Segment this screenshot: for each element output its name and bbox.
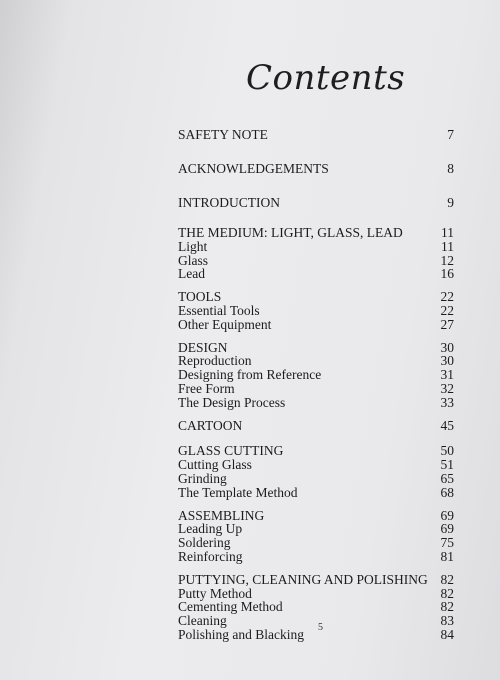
toc-entry-page: 30 xyxy=(440,353,454,369)
toc-section-heading xyxy=(178,226,454,240)
toc-sections xyxy=(178,226,454,642)
toc-subentry xyxy=(178,267,454,281)
toc-entry-page: 11 xyxy=(441,225,454,240)
toc-subentry xyxy=(178,354,454,368)
toc-entry-page: 22 xyxy=(440,302,454,318)
toc-section-heading xyxy=(178,341,454,355)
toc-subentry xyxy=(178,240,454,254)
toc-entry-page: 33 xyxy=(440,394,454,410)
toc-entry-label: Light xyxy=(178,238,208,254)
toc-entry-label: TOOLS xyxy=(178,289,222,305)
toc-entry-label: SAFETY NOTE xyxy=(178,127,268,142)
toc-entry-label: Glass xyxy=(178,252,208,268)
toc-entry-page: 51 xyxy=(440,457,454,473)
toc-entry-label: Soldering xyxy=(178,535,231,551)
toc-section-heading xyxy=(178,419,454,433)
toc-subentry xyxy=(178,614,454,628)
toc-entry-label: Essential Tools xyxy=(178,302,260,318)
toc-entry xyxy=(178,124,454,146)
toc-entry-label: THE MEDIUM: LIGHT, GLASS, LEAD xyxy=(178,225,403,240)
toc-entry-page: 9 xyxy=(447,195,454,210)
toc-entry-page: 75 xyxy=(440,535,454,551)
toc-entry-page: 31 xyxy=(440,367,454,383)
toc-entry-label: DESIGN xyxy=(178,339,228,355)
toc-subentry xyxy=(178,472,454,486)
toc-entry-label: The Design Process xyxy=(178,394,286,410)
toc-entry-page: 65 xyxy=(440,470,454,486)
toc-entry-page: 69 xyxy=(440,521,454,537)
toc-entry-label: Cleaning xyxy=(178,613,227,629)
toc-section-heading xyxy=(178,444,454,458)
toc-entry-label: Reproduction xyxy=(178,353,252,369)
toc-entry-label: ACKNOWLEDGEMENTS xyxy=(178,161,329,176)
toc-entry-label: The Template Method xyxy=(178,484,298,500)
toc-subentry xyxy=(178,628,454,642)
toc-section-heading xyxy=(178,509,454,523)
toc-subentry xyxy=(178,458,454,472)
toc-subentry xyxy=(178,522,454,536)
table-of-contents xyxy=(178,124,454,651)
toc-entry-label: Other Equipment xyxy=(178,316,272,332)
toc-entry-page: 82 xyxy=(440,585,454,601)
toc-entry-page: 84 xyxy=(440,626,454,642)
toc-entry-page: 27 xyxy=(440,316,454,332)
toc-entry-page: 50 xyxy=(440,443,454,459)
toc-entry-page: 22 xyxy=(440,289,454,305)
toc-entry xyxy=(178,158,454,180)
toc-subentry xyxy=(178,600,454,614)
toc-solo-entries xyxy=(178,124,454,214)
toc-entry-label: Cutting Glass xyxy=(178,457,252,473)
toc-subentry xyxy=(178,587,454,601)
toc-section-heading xyxy=(178,573,454,587)
toc-entry-label: INTRODUCTION xyxy=(178,195,280,210)
toc-subentry xyxy=(178,550,454,564)
toc-subentry xyxy=(178,382,454,396)
toc-section xyxy=(178,573,454,642)
toc-subentry xyxy=(178,318,454,332)
toc-entry-label: Lead xyxy=(178,266,205,282)
page-title: Contents xyxy=(246,58,406,98)
toc-entry-label: GLASS CUTTING xyxy=(178,443,284,459)
toc-entry-page: 8 xyxy=(447,161,454,176)
toc-entry-page: 16 xyxy=(440,266,454,282)
toc-entry-label: CARTOON xyxy=(178,417,243,433)
toc-entry-page: 45 xyxy=(440,417,454,433)
toc-section xyxy=(178,226,454,281)
toc-section xyxy=(178,444,454,499)
toc-entry-label: Cementing Method xyxy=(178,599,283,615)
toc-subentry xyxy=(178,254,454,268)
toc-subentry xyxy=(178,304,454,318)
toc-entry-page: 32 xyxy=(440,380,454,396)
toc-entry-label: Grinding xyxy=(178,470,227,486)
toc-entry-label: Putty Method xyxy=(178,585,252,601)
toc-section xyxy=(178,419,454,433)
toc-subentry xyxy=(178,396,454,410)
toc-entry-label: PUTTYING, CLEANING AND POLISHING xyxy=(178,571,428,587)
toc-subentry xyxy=(178,368,454,382)
toc-subentry xyxy=(178,486,454,500)
toc-entry-label: Designing from Reference xyxy=(178,367,322,383)
toc-section-heading xyxy=(178,290,454,304)
toc-entry xyxy=(178,192,454,214)
toc-entry-label: Leading Up xyxy=(178,521,243,537)
toc-entry-page: 69 xyxy=(440,507,454,523)
toc-section xyxy=(178,509,454,564)
toc-subentry xyxy=(178,536,454,550)
toc-section xyxy=(178,290,454,331)
toc-entry-page: 11 xyxy=(441,238,454,254)
toc-section xyxy=(178,341,454,410)
toc-entry-page: 68 xyxy=(440,484,454,500)
toc-entry-page: 30 xyxy=(440,339,454,355)
toc-entry-label: Free Form xyxy=(178,380,235,396)
toc-entry-page: 82 xyxy=(440,571,454,587)
toc-entry-page: 12 xyxy=(440,252,454,268)
toc-entry-label: ASSEMBLING xyxy=(178,507,265,523)
toc-entry-label: Reinforcing xyxy=(178,548,243,564)
toc-entry-page: 82 xyxy=(440,599,454,615)
toc-entry-label: Polishing and Blacking xyxy=(178,626,304,642)
toc-entry-page: 7 xyxy=(447,127,454,142)
toc-entry-page: 81 xyxy=(440,548,454,564)
toc-entry-page: 83 xyxy=(440,613,454,629)
page-number: 5 xyxy=(318,622,323,633)
